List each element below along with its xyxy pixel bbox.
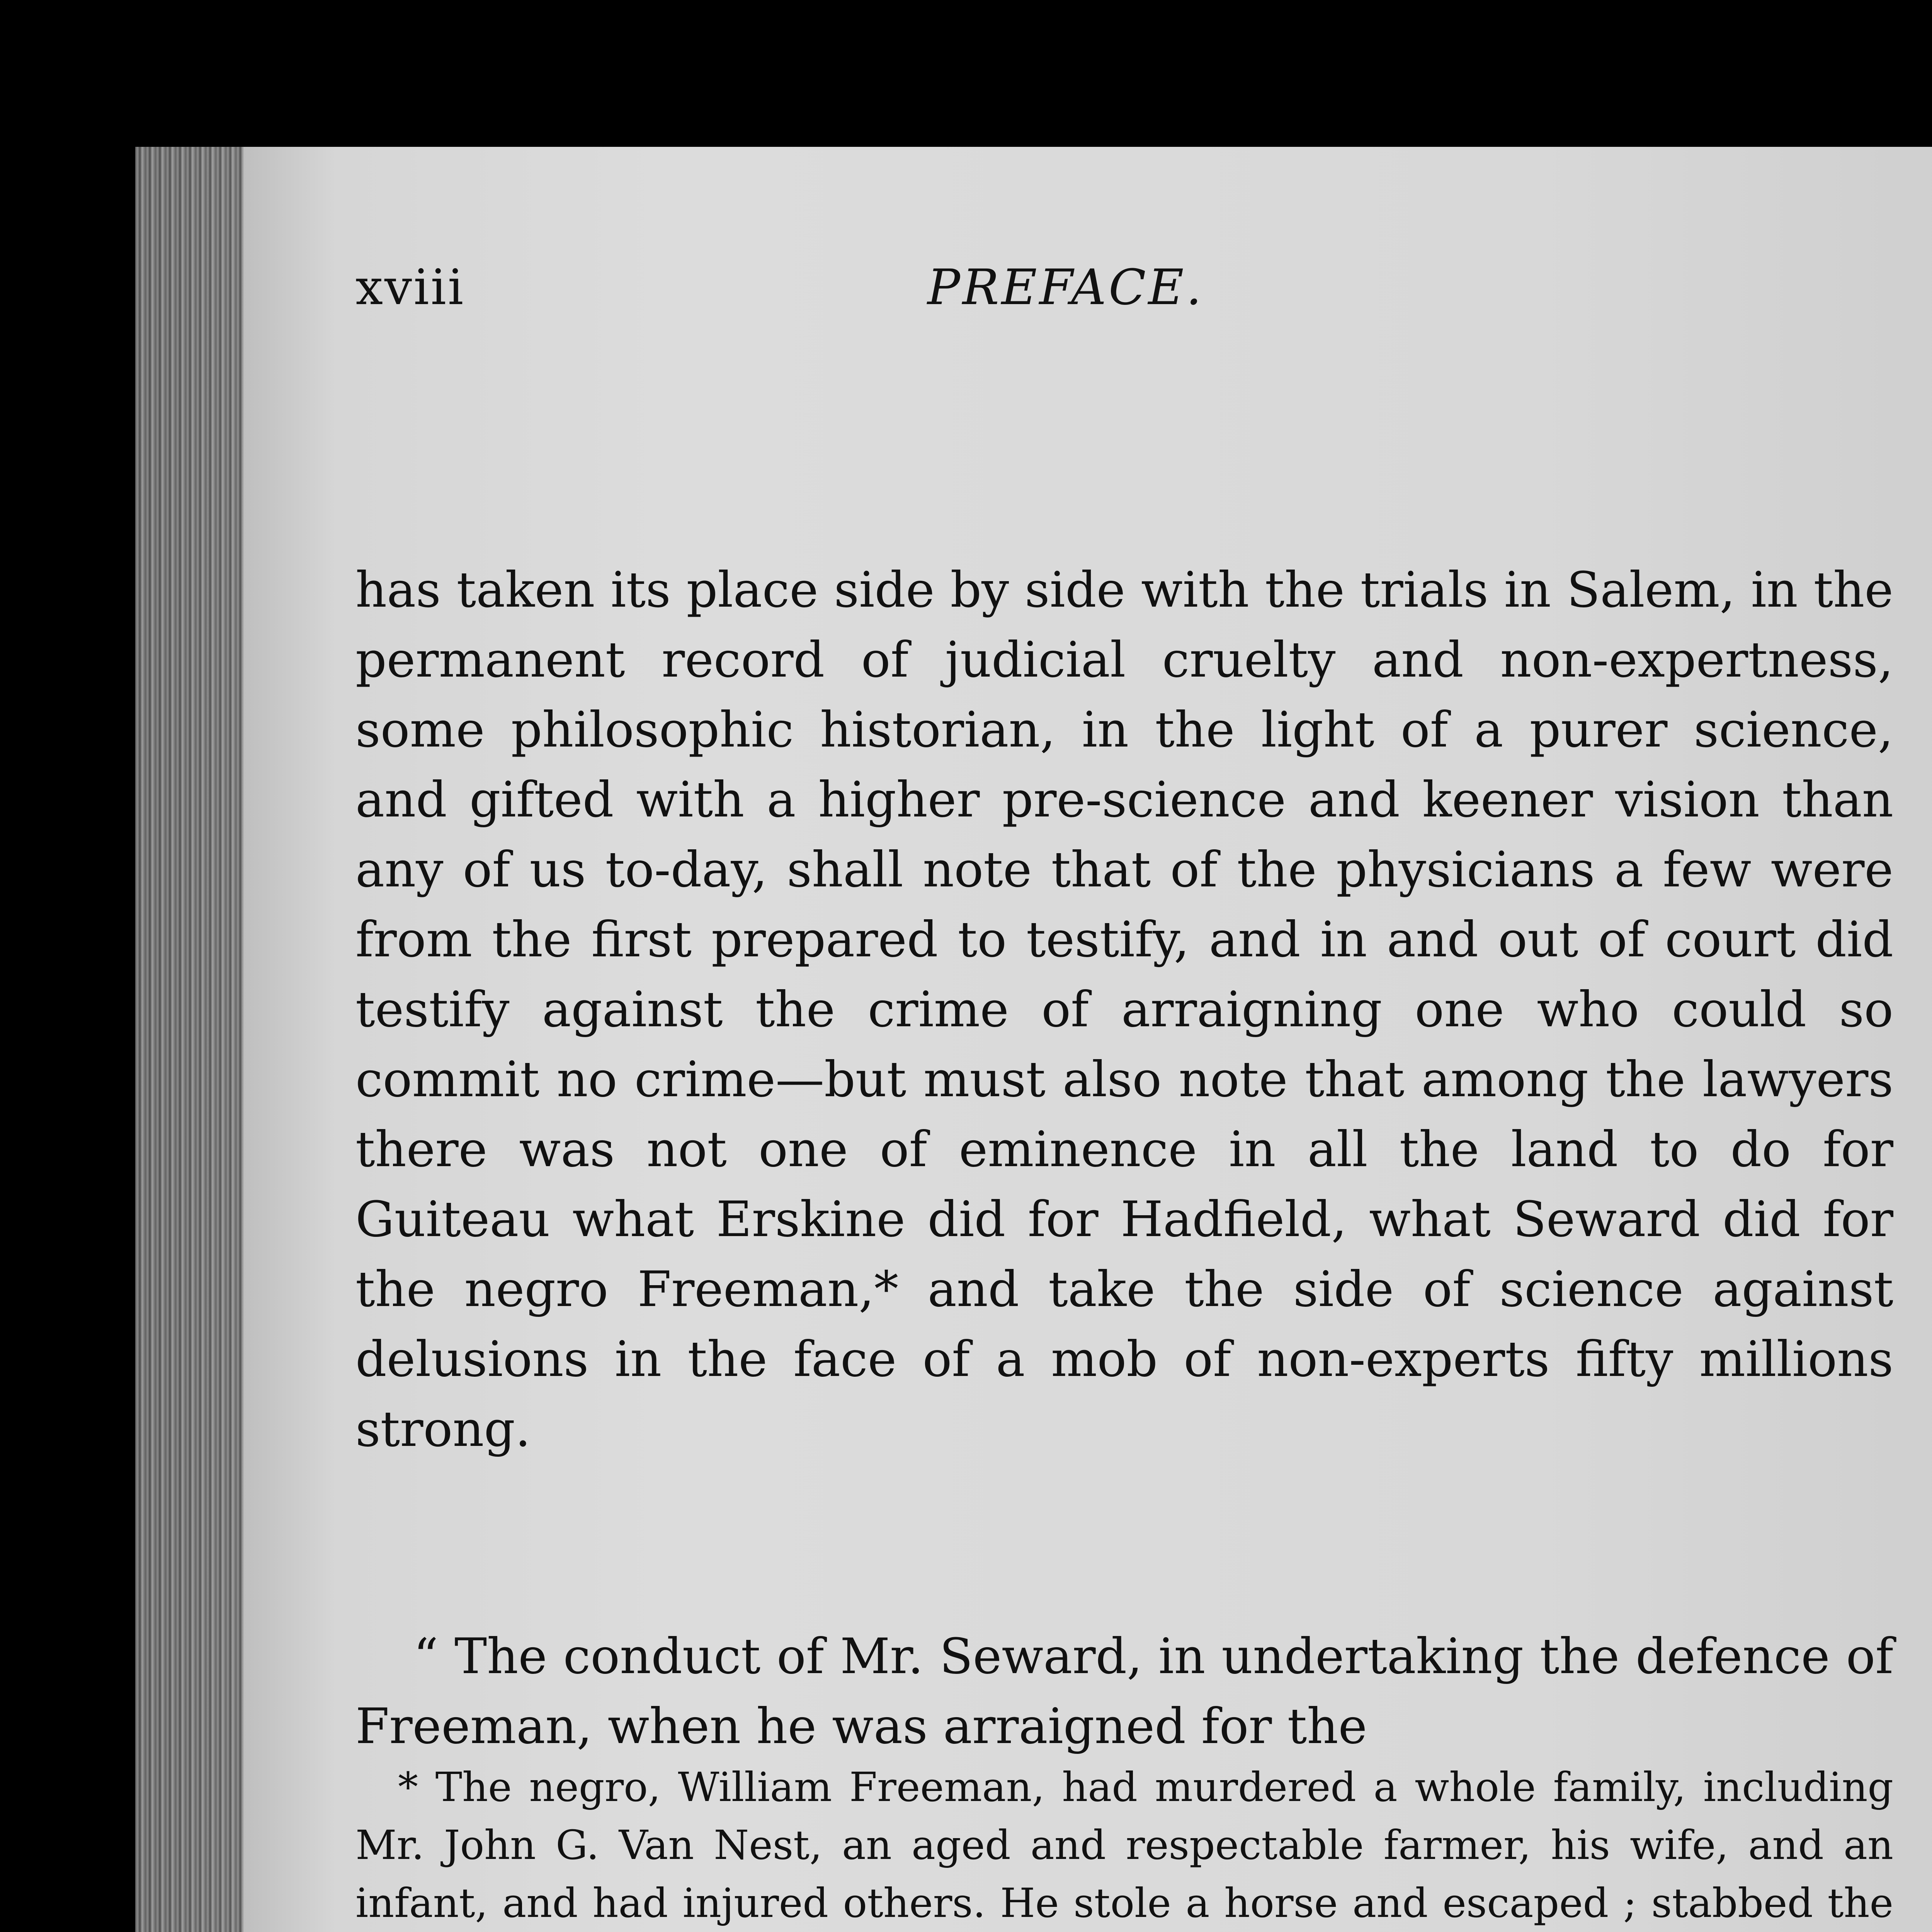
running-head <box>355 259 1893 359</box>
running-title: PREFACE. <box>927 259 1204 316</box>
footnotes <box>355 1758 1893 1932</box>
page-edges <box>135 147 243 1932</box>
page-number: xviii <box>355 259 465 316</box>
body-paragraph-2: “ The conduct of Mr. Seward, in undertaking the defence of Freeman, when he was arraigned for the <box>355 1628 1893 1755</box>
footnote-1: * The negro, William Freeman, had murdered a whole family, including Mr. John G. Van Nest, an aged and respectable farmer, his wife, and an infant, and had injured others. He stole a horse and escaped ; stabbed the <box>355 1764 1893 1927</box>
body-paragraph-1: has taken its place side by side with the trials in Salem, in the permanent record of judicial cruelty and non-expertness, some philosophic historian, in the light of a purer science, and gifted with a higher pre-science and keener vision than any of us to-day, shall note that of the physicians a few were from the first prepared to testify, and in and out of court did testify against the crime of arraigning one who could so commit no crime—but must also note that among the lawyers there was not one of eminence in all the land to do for Guiteau what Erskine did for Hadfield, what Seward did for the negro Freeman,* and take the side of science against delusions in the face of a mob of non-experts fifty millions strong. <box>355 561 1893 1458</box>
